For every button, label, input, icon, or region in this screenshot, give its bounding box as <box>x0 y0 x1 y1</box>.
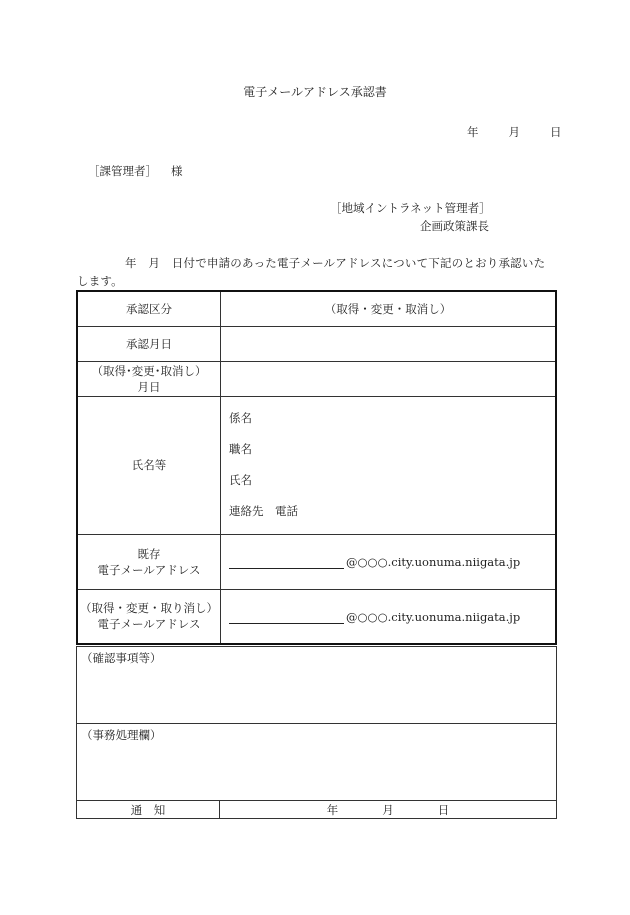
table-row <box>77 326 556 361</box>
new-email-label-line1: （取得・変更・取り消し） <box>80 601 218 616</box>
addressee <box>88 163 183 179</box>
year-label: 年 <box>467 125 479 139</box>
section-field: 係名 <box>229 411 252 425</box>
table-row <box>77 291 556 326</box>
existing-email-value <box>221 534 557 589</box>
action-date-value <box>221 361 557 396</box>
approval-date-value <box>221 326 557 361</box>
approval-date-label: 承認月日 <box>77 326 221 361</box>
document-title: 電子メールアドレス承認書 <box>243 85 387 99</box>
issuer-role: ［地域イントラネット管理者］ <box>330 201 491 215</box>
approval-type-label: 承認区分 <box>77 291 221 326</box>
notice-label: 通 知 <box>77 801 220 819</box>
email-domain: @○○○.city.uonuma.niigata.jp <box>346 609 521 624</box>
job-title-field: 職名 <box>229 442 252 456</box>
name-field: 氏名 <box>229 473 252 487</box>
day-label: 日 <box>550 125 562 139</box>
addressee-role: ［課管理者］ <box>88 164 157 178</box>
existing-email-label-line1: 既存 <box>137 546 161 561</box>
action-date-label-line1: （取得･変更･取消し） <box>91 363 207 378</box>
table-row <box>77 361 556 396</box>
date-line <box>467 124 562 140</box>
approval-type-value: （取得・変更・取消し） <box>221 291 557 326</box>
table-row <box>77 589 556 644</box>
notice-month: 月 <box>382 802 394 817</box>
issuer-department: 企画政策課長 <box>420 219 489 233</box>
table-row <box>77 534 556 589</box>
action-date-label <box>77 361 221 396</box>
existing-email-label-line2: 電子メールアドレス <box>97 562 201 577</box>
notice-date <box>220 801 557 819</box>
name-info-label: 氏名等 <box>77 396 221 534</box>
contact-phone-field: 連絡先 電話 <box>229 504 298 518</box>
email-local-part-blank <box>229 609 344 624</box>
new-email-label <box>77 589 221 644</box>
new-email-label-line2: 電子メールアドレス <box>97 617 201 632</box>
notice-year: 年 <box>326 802 339 817</box>
addressee-honorific: 様 <box>171 164 183 178</box>
new-email-value <box>221 589 557 644</box>
existing-email-label <box>77 534 221 589</box>
notice-day: 日 <box>437 802 450 817</box>
table-row <box>77 647 557 724</box>
month-label: 月 <box>508 125 520 139</box>
table-row <box>77 396 556 534</box>
office-processing-box: （事務処理欄） <box>77 724 557 801</box>
action-date-label-line2: 月日 <box>137 379 161 394</box>
table-row <box>77 801 557 819</box>
notes-table <box>76 646 557 819</box>
table-row <box>77 724 557 801</box>
email-local-part-blank <box>229 554 344 569</box>
name-info-fields <box>221 396 557 534</box>
email-domain: @○○○.city.uonuma.niigata.jp <box>346 555 521 569</box>
body-text: 年 月 日付で申請のあった電子メールアドレスについて下記のとおり承認いたします。 <box>77 256 546 288</box>
approval-table <box>76 290 557 645</box>
confirmation-notes-box: （確認事項等） <box>77 647 557 724</box>
